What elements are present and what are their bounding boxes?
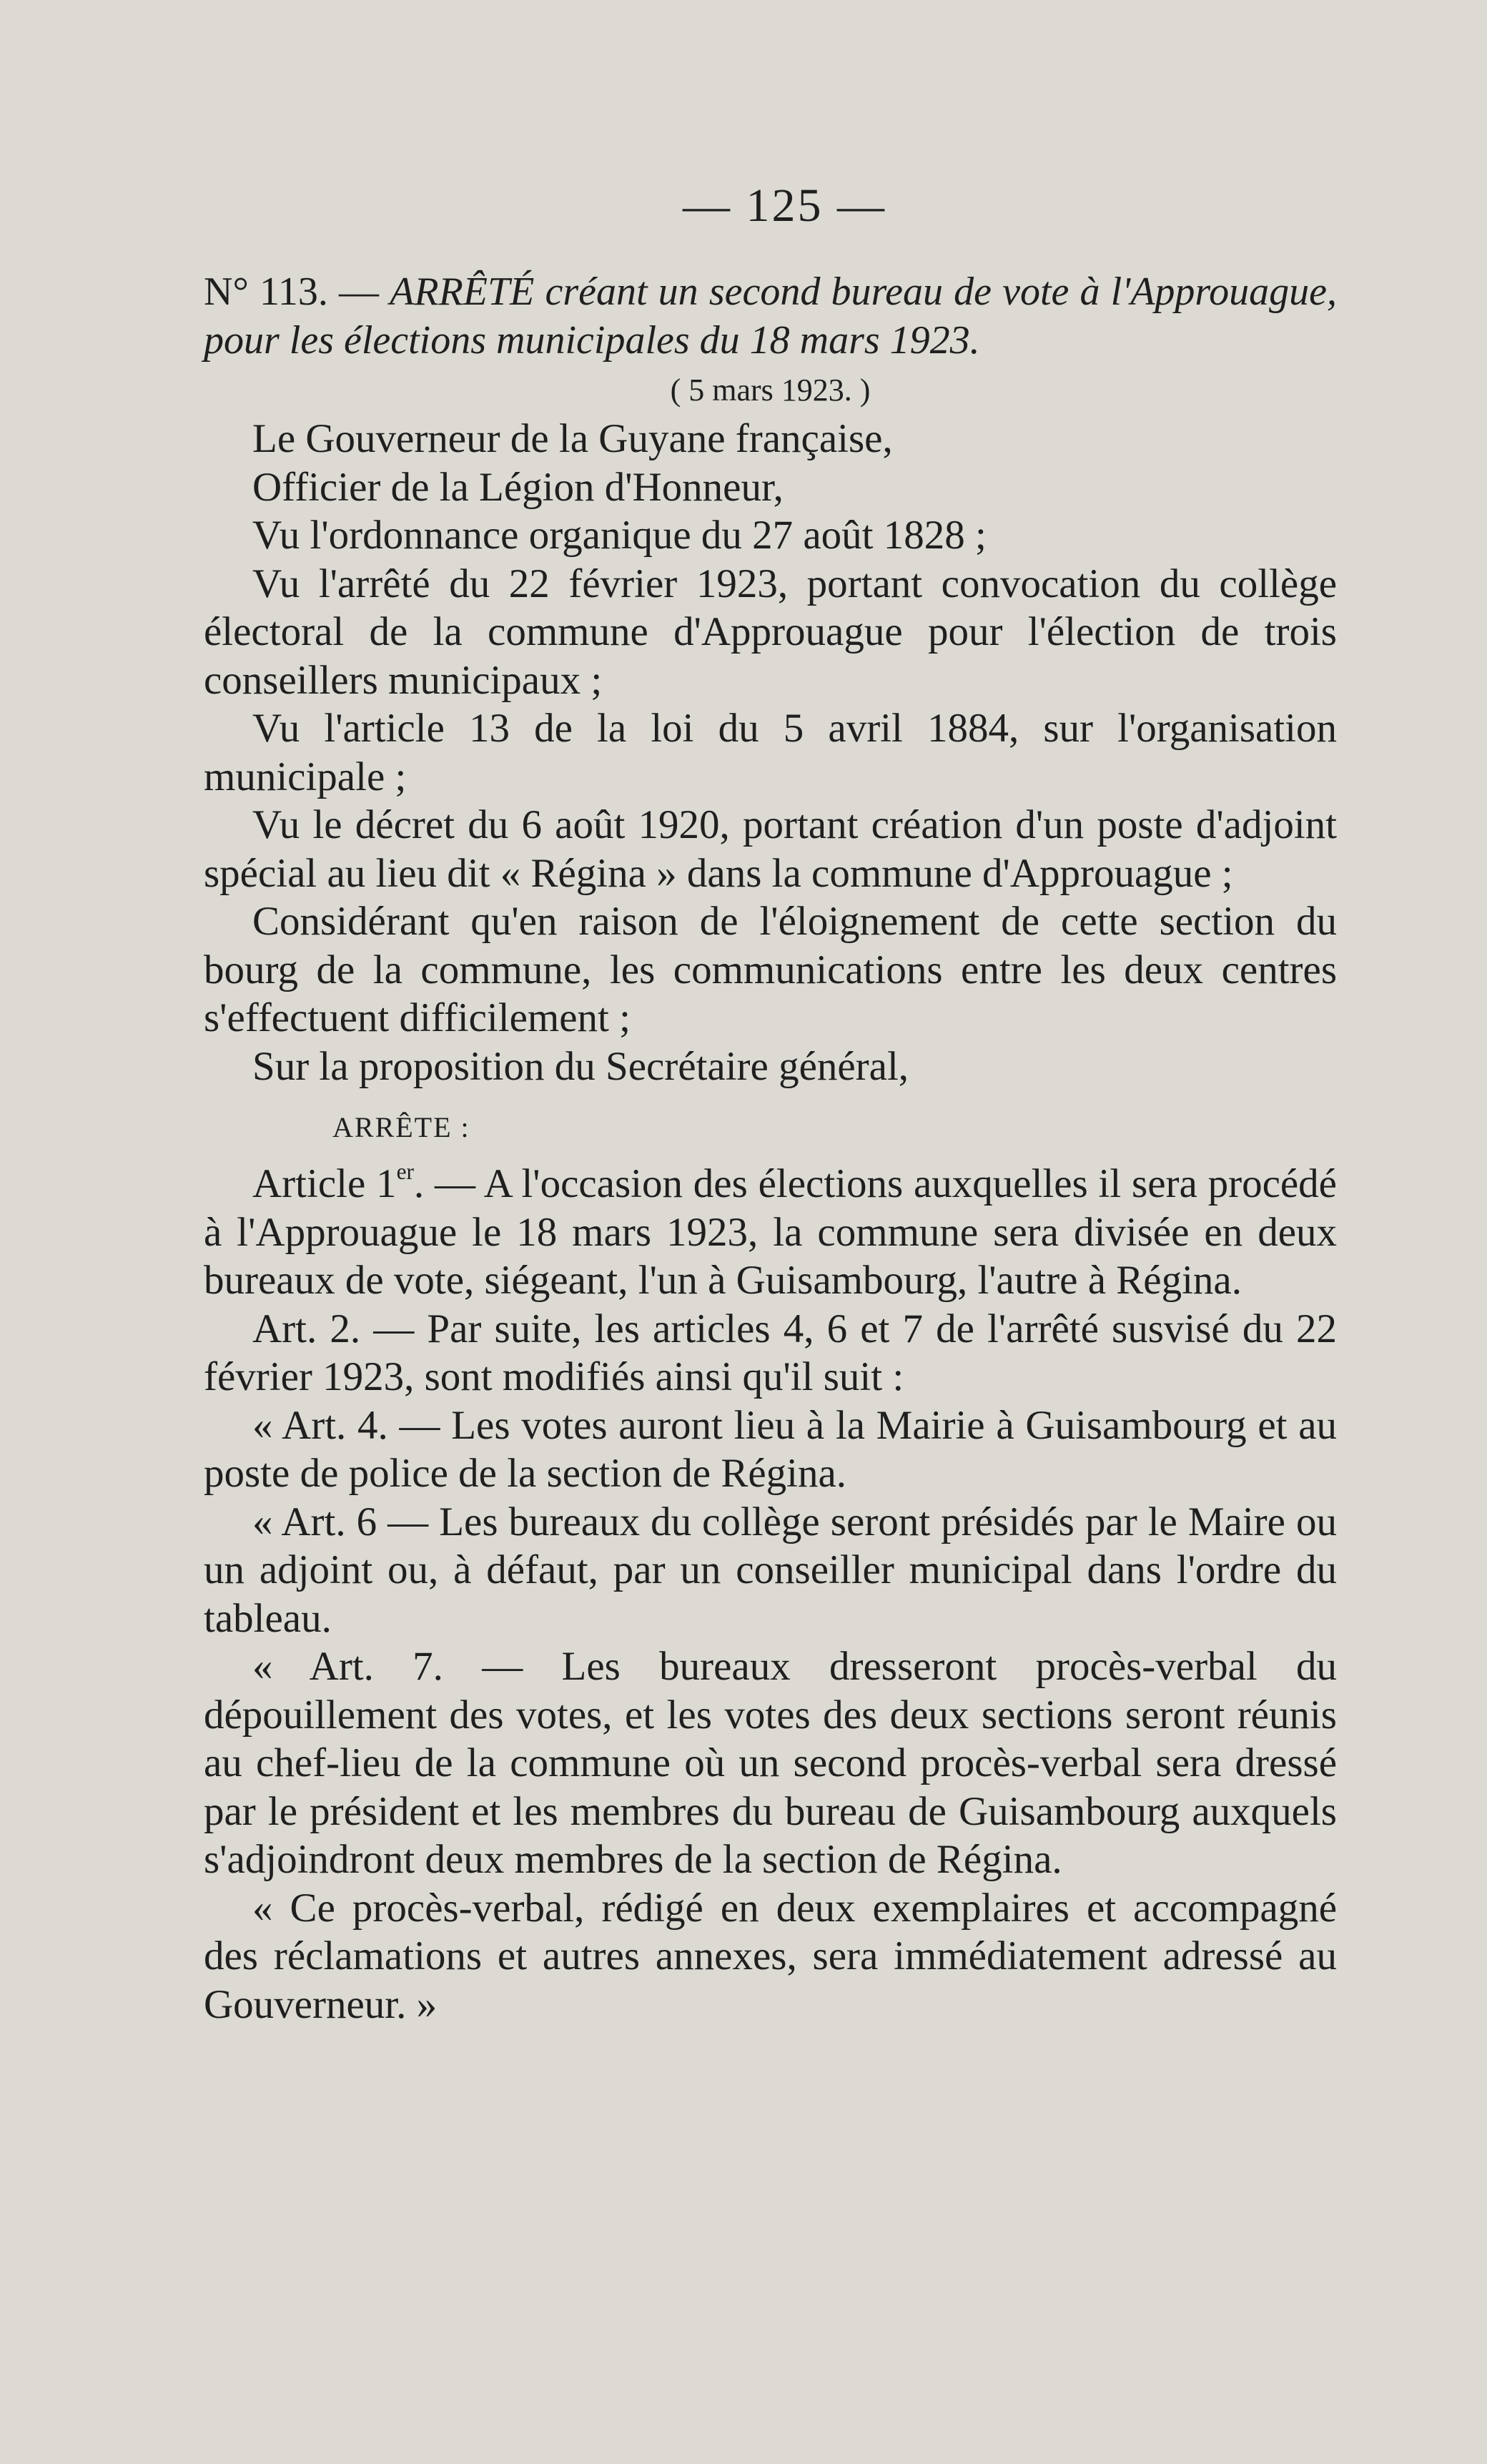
preamble-officer: Officier de la Légion d'Honneur, [252,464,784,510]
preamble-ordonnance: Vu l'ordonnance organique du 27 août 1828 ; [252,513,987,558]
preamble-proposition: Sur la proposition du Secrétaire général, [252,1043,909,1089]
preamble-loi-1884: Vu l'article 13 de la loi du 5 avril 1884, sur l'organisation municipale ; [204,706,1337,799]
page-text [204,179,1337,2029]
decree-heading [204,267,1337,365]
decree-number: N° 113. — [204,270,380,314]
article-1-sup: er [396,1158,414,1184]
article-1 [204,1160,1337,1305]
modified-art-7: « Art. 7. — Les bureaux dresseront procès-verbal du dépouillement des votes, et les votes des deux sections seront réunis au chef-lieu de la commune où un second procès-verbal sera dressé par le président et les membres du bureau de Guisambourg auxquels s'adjoindront deux membres de la section de Régina. [204,1644,1337,1882]
article-1-label: Article 1 [252,1161,397,1206]
preamble-arrete-convocation: Vu l'arrêté du 22 février 1923, portant convocation du collège électoral de la commune d'Approuague pour l'élection de trois conseillers municipaux ; [204,561,1337,703]
modified-art-4: « Art. 4. — Les votes auront lieu à la Mairie à Guisambourg et au poste de police de la section de Régina. [204,1402,1337,1496]
preamble-decret-1920: Vu le décret du 6 août 1920, portant création d'un poste d'adjoint spécial au lieu dit « Régina » dans la commune d'Approuague ; [204,802,1337,896]
modified-art-6: « Art. 6 — Les bureaux du collège seront présidés par le Maire ou un adjoint ou, à défaut, par un conseiller municipal dans l'ordre du tableau. [204,1499,1337,1641]
preamble-governor: Le Gouverneur de la Guyane française, [252,416,893,461]
article-2: Art. 2. — Par suite, les articles 4, 6 et 7 de l'arrêté susvisé du 22 février 1923, sont modifiés ainsi qu'il suit : [204,1306,1337,1399]
page-number: — 125 — [683,179,886,232]
decree-title: ARRÊTÉ créant un second bureau de vote à l'Approuague, pour les élections municipales du 18 mars 1923. [204,270,1337,363]
article-1-text: . — A l'occasion des élections auxquelles il sera procédé à l'Approuague le 18 mars 1923, la commune sera divisée en deux bureaux de vote, siégeant, l'un à Guisambourg, l'autre à Régina. [204,1161,1337,1303]
closing-paragraph: « Ce procès-verbal, rédigé en deux exemplaires et accompagné des réclamations et autres annexes, sera immédiatement adressé au Gouverneur. » [204,1885,1337,2027]
preamble-considerant: Considérant qu'en raison de l'éloignement de cette section du bourg de la commune, les communications entre les deux centres s'effectuent difficilement ; [204,899,1337,1040]
arrete-label: ARRÊTE : [332,1111,470,1143]
decree-date: ( 5 mars 1923. ) [670,373,871,408]
